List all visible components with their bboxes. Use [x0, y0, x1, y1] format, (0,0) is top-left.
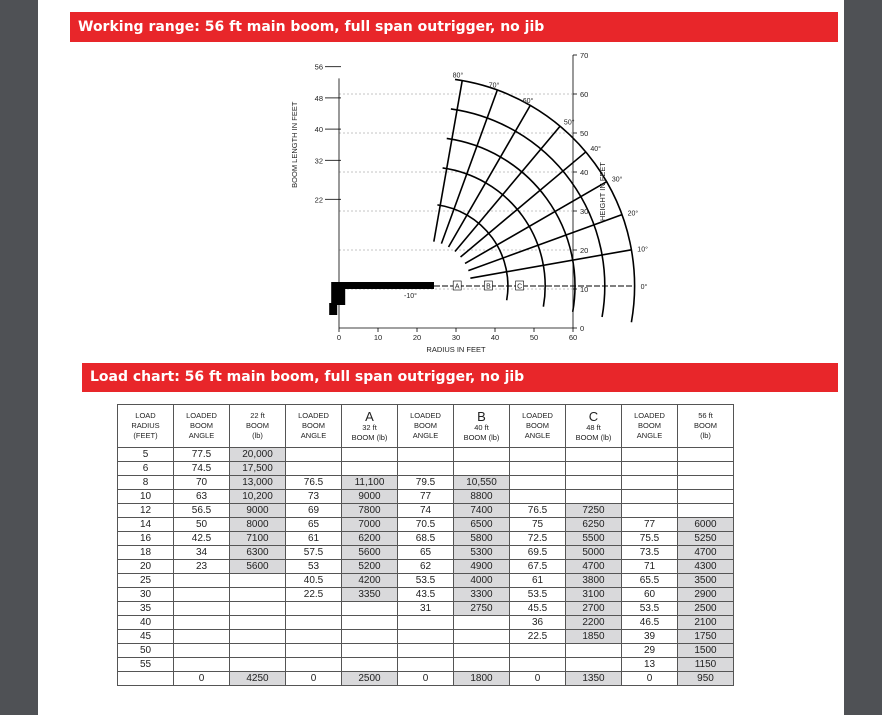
table-cell: 53 [286, 560, 342, 574]
right-axis-title: HEIGHT IN FEET [598, 161, 607, 222]
table-cell: 3800 [566, 574, 622, 588]
table-cell: 4250 [230, 672, 286, 686]
table-cell: 39 [622, 630, 678, 644]
table-cell [398, 448, 454, 462]
boom-angle-label: 20° [627, 210, 639, 218]
column-header-letter: B [477, 408, 486, 424]
table-cell: 50 [118, 644, 174, 658]
table-cell: 9000 [230, 504, 286, 518]
table-cell: 46.5 [622, 616, 678, 630]
boom-angle-ray [434, 81, 462, 242]
table-cell: 53.5 [510, 588, 566, 602]
table-cell: 45 [118, 630, 174, 644]
table-row [118, 448, 734, 462]
table-cell: 13,000 [230, 476, 286, 490]
table-cell [286, 448, 342, 462]
table-cell: 45.5 [510, 602, 566, 616]
document-page [38, 0, 844, 715]
table-cell [174, 616, 230, 630]
table-cell: 53.5 [398, 574, 454, 588]
table-row [118, 518, 734, 532]
table-cell [454, 644, 510, 658]
table-row [118, 602, 734, 616]
column-header [678, 405, 734, 448]
table-cell [622, 490, 678, 504]
table-cell: 0 [398, 672, 454, 686]
table-cell [174, 574, 230, 588]
table-cell: 73.5 [622, 546, 678, 560]
column-header-line: BOOM (lb) [351, 432, 388, 442]
load-chart-table [117, 404, 734, 686]
column-header-line: LOADED [298, 411, 329, 420]
table-cell: 12 [118, 504, 174, 518]
boom-angle-ray [470, 250, 631, 278]
column-header-line: BOOM (lb) [575, 432, 612, 442]
table-cell: 69 [286, 504, 342, 518]
column-header-line: BOOM [414, 421, 437, 430]
table-cell [510, 644, 566, 658]
column-header [174, 405, 230, 448]
table-cell: 6300 [230, 546, 286, 560]
column-header-line: ANGLE [188, 431, 215, 440]
table-cell [230, 602, 286, 616]
table-cell: 5 [118, 448, 174, 462]
table-cell [286, 616, 342, 630]
boom-angle-label: 50° [563, 119, 575, 127]
table-row [118, 490, 734, 504]
table-cell: 1750 [678, 630, 734, 644]
table-cell [286, 644, 342, 658]
table-cell: 3350 [342, 588, 398, 602]
boom-length-label: 56 [314, 62, 323, 72]
x-tick-label: 40 [490, 333, 500, 342]
table-cell: 75.5 [622, 532, 678, 546]
table-cell: 7800 [342, 504, 398, 518]
crane-boom-shape [331, 282, 434, 289]
table-cell [286, 462, 342, 476]
boom-angle-label: 60° [522, 98, 534, 106]
table-cell: 74 [398, 504, 454, 518]
table-cell [342, 448, 398, 462]
table-cell [622, 462, 678, 476]
table-cell: 57.5 [286, 546, 342, 560]
table-cell: 75 [510, 518, 566, 532]
boom-angle-label: 10° [637, 246, 648, 254]
load-marker-label: C [517, 283, 523, 291]
table-cell: 53.5 [622, 602, 678, 616]
table-cell: 6 [118, 462, 174, 476]
table-cell: 0 [510, 672, 566, 686]
table-cell: 3500 [678, 574, 734, 588]
table-cell: 61 [510, 574, 566, 588]
table-cell: 60 [622, 588, 678, 602]
load-marker-label: B [486, 283, 491, 291]
table-cell: 8000 [230, 518, 286, 532]
table-cell: 3100 [566, 588, 622, 602]
table-cell [454, 616, 510, 630]
column-header-line: BOOM [638, 421, 661, 430]
table-cell: 1350 [566, 672, 622, 686]
table-cell: 5800 [454, 532, 510, 546]
boom-angle-label: 0° [640, 284, 648, 291]
table-cell: 7000 [342, 518, 398, 532]
table-cell: 5000 [566, 546, 622, 560]
table-cell: 67.5 [510, 560, 566, 574]
table-cell [622, 476, 678, 490]
x-tick-label: 30 [451, 333, 461, 342]
column-header-line: LOADED [522, 411, 553, 420]
table-cell: 11,100 [342, 476, 398, 490]
x-tick-label: 0 [336, 333, 342, 342]
table-cell [398, 616, 454, 630]
table-cell [510, 462, 566, 476]
table-cell [566, 644, 622, 658]
column-header-line: BOOM [694, 421, 717, 430]
table-cell: 56.5 [174, 504, 230, 518]
column-header-line: BOOM [526, 421, 549, 430]
column-header-line: ANGLE [412, 431, 439, 440]
right-tick-label: 30 [580, 207, 589, 216]
table-cell [566, 658, 622, 672]
boom-angle-label: 30° [611, 176, 623, 184]
table-cell: 73 [286, 490, 342, 504]
crane-icon [329, 282, 434, 315]
table-cell [230, 658, 286, 672]
right-tick-label: 40 [580, 168, 589, 177]
table-cell: 4700 [678, 546, 734, 560]
column-header-line: 48 ft [586, 422, 601, 432]
table-row [118, 476, 734, 490]
column-header-line: ANGLE [300, 431, 327, 440]
table-cell: 6250 [566, 518, 622, 532]
table-cell: 5200 [342, 560, 398, 574]
table-cell: 70.5 [398, 518, 454, 532]
table-cell [510, 490, 566, 504]
table-cell: 6000 [678, 518, 734, 532]
column-header-line: ANGLE [524, 431, 551, 440]
table-cell: 25 [118, 574, 174, 588]
table-cell: 7250 [566, 504, 622, 518]
table-cell: 9000 [342, 490, 398, 504]
table-cell: 40 [118, 616, 174, 630]
table-cell: 4300 [678, 560, 734, 574]
table-header-row [118, 405, 734, 448]
table-cell: 8 [118, 476, 174, 490]
table-cell: 18 [118, 546, 174, 560]
table-cell [230, 574, 286, 588]
table-cell [174, 602, 230, 616]
table-cell: 5600 [230, 560, 286, 574]
load-chart-banner: Load chart: 56 ft main boom, full span outrigger, no jib [82, 363, 838, 392]
table-body [118, 448, 734, 686]
table-cell: 7100 [230, 532, 286, 546]
table-cell: 17,500 [230, 462, 286, 476]
table-cell: 22.5 [286, 588, 342, 602]
table-cell [454, 462, 510, 476]
table-cell [510, 476, 566, 490]
table-cell [342, 602, 398, 616]
x-axis-title: RADIUS IN FEET [426, 345, 486, 354]
table-cell: 2750 [454, 602, 510, 616]
table-cell [454, 630, 510, 644]
table-cell: 6200 [342, 532, 398, 546]
table-cell: 1500 [678, 644, 734, 658]
boom-length-label: 32 [314, 156, 323, 166]
table-cell [342, 630, 398, 644]
right-tick-label: 50 [580, 129, 589, 138]
table-cell: 2200 [566, 616, 622, 630]
table-cell: 2500 [678, 602, 734, 616]
boom-angle-label: -10° [404, 293, 417, 300]
table-cell: 76.5 [286, 476, 342, 490]
table-cell: 77 [398, 490, 454, 504]
x-tick-label: 10 [373, 333, 383, 342]
column-header [398, 405, 454, 448]
table-row [118, 658, 734, 672]
table-cell [230, 644, 286, 658]
table-cell: 4000 [454, 574, 510, 588]
right-tick-label: 0 [580, 324, 585, 333]
boom-angle-label: 80° [452, 72, 464, 80]
table-cell: 22.5 [510, 630, 566, 644]
table-cell [566, 448, 622, 462]
column-header [454, 405, 510, 448]
column-header [118, 405, 174, 448]
table-row [118, 672, 734, 686]
boom-length-label: 22 [314, 195, 323, 205]
table-cell [622, 448, 678, 462]
table-cell: 5600 [342, 546, 398, 560]
table-cell [454, 448, 510, 462]
table-cell: 79.5 [398, 476, 454, 490]
table-cell: 5250 [678, 532, 734, 546]
column-header-line: RADIUS [131, 421, 160, 430]
table-cell: 4700 [566, 560, 622, 574]
column-header-line: (lb) [700, 431, 711, 440]
table-cell: 950 [678, 672, 734, 686]
table-cell: 5500 [566, 532, 622, 546]
table-cell [230, 616, 286, 630]
right-tick-label: 60 [580, 90, 589, 99]
column-header-line: 56 ft [698, 411, 713, 420]
table-cell: 65.5 [622, 574, 678, 588]
diagram-labels [290, 51, 648, 354]
column-header-line: BOOM (lb) [463, 432, 500, 442]
table-cell: 23 [174, 560, 230, 574]
table-cell: 50 [174, 518, 230, 532]
boom-angle-label: 70° [488, 82, 500, 90]
table-cell: 72.5 [510, 532, 566, 546]
table-cell: 20 [118, 560, 174, 574]
table-cell: 4900 [454, 560, 510, 574]
table-cell: 31 [398, 602, 454, 616]
table-cell [398, 658, 454, 672]
table-cell: 34 [174, 546, 230, 560]
table-cell: 2700 [566, 602, 622, 616]
table-cell: 0 [174, 672, 230, 686]
table-cell: 42.5 [174, 532, 230, 546]
table-cell [398, 644, 454, 658]
right-tick-label: 20 [580, 246, 589, 255]
table-row [118, 588, 734, 602]
table-row [118, 630, 734, 644]
column-header-line: BOOM [190, 421, 213, 430]
table-cell [118, 672, 174, 686]
column-header-line: LOADED [410, 411, 441, 420]
table-cell: 1850 [566, 630, 622, 644]
column-header [286, 405, 342, 448]
crane-mast-shape [331, 289, 345, 305]
table-cell [510, 448, 566, 462]
column-header-line: ANGLE [636, 431, 663, 440]
table-cell [286, 658, 342, 672]
table-cell: 14 [118, 518, 174, 532]
table-cell: 2100 [678, 616, 734, 630]
column-header-line: (FEET) [133, 431, 158, 440]
table-cell [174, 588, 230, 602]
table-cell: 6500 [454, 518, 510, 532]
table-cell: 10,200 [230, 490, 286, 504]
column-header-line: (lb) [252, 431, 263, 440]
table-cell: 30 [118, 588, 174, 602]
table-cell: 3300 [454, 588, 510, 602]
table-cell: 74.5 [174, 462, 230, 476]
x-tick-label: 50 [529, 333, 539, 342]
table-cell: 36 [510, 616, 566, 630]
table-cell [174, 644, 230, 658]
table-row [118, 560, 734, 574]
table-cell: 5300 [454, 546, 510, 560]
x-tick-label: 60 [568, 333, 578, 342]
table-row [118, 546, 734, 560]
table-cell [678, 462, 734, 476]
table-cell: 1800 [454, 672, 510, 686]
table-cell: 62 [398, 560, 454, 574]
table-cell: 63 [174, 490, 230, 504]
table-cell [622, 504, 678, 518]
table-cell [230, 630, 286, 644]
table-cell [174, 658, 230, 672]
table-cell: 20,000 [230, 448, 286, 462]
table-cell: 76.5 [510, 504, 566, 518]
table-cell [342, 644, 398, 658]
column-header-line: LOAD [135, 411, 156, 420]
table-cell [566, 476, 622, 490]
table-cell: 4200 [342, 574, 398, 588]
table-cell: 2500 [342, 672, 398, 686]
column-header [230, 405, 286, 448]
table-cell: 71 [622, 560, 678, 574]
table-cell [398, 630, 454, 644]
table-cell: 55 [118, 658, 174, 672]
column-header-line: 40 ft [474, 422, 489, 432]
table-cell [566, 462, 622, 476]
column-header-line: 22 ft [250, 411, 265, 420]
table-cell: 61 [286, 532, 342, 546]
table-cell: 0 [286, 672, 342, 686]
table-cell [566, 490, 622, 504]
column-header [510, 405, 566, 448]
table-cell: 65 [398, 546, 454, 560]
table-cell [342, 658, 398, 672]
table-cell: 7400 [454, 504, 510, 518]
column-header [622, 405, 678, 448]
working-range-diagram [246, 48, 646, 360]
table-cell [678, 448, 734, 462]
table-cell: 10 [118, 490, 174, 504]
table-cell: 10,550 [454, 476, 510, 490]
table-row [118, 644, 734, 658]
load-marker-label: A [454, 283, 460, 291]
table-cell: 2900 [678, 588, 734, 602]
table-cell: 35 [118, 602, 174, 616]
table-cell [342, 462, 398, 476]
table-cell: 0 [622, 672, 678, 686]
column-header [566, 405, 622, 448]
table-cell: 65 [286, 518, 342, 532]
table-row [118, 504, 734, 518]
table-cell [678, 504, 734, 518]
table-row [118, 532, 734, 546]
column-header-letter: C [588, 408, 599, 424]
boom-angle-label: 40° [590, 146, 601, 154]
table-cell: 1150 [678, 658, 734, 672]
table-cell [454, 658, 510, 672]
x-tick-label: 20 [412, 333, 422, 342]
column-header-letter: A [365, 408, 374, 424]
table-cell: 43.5 [398, 588, 454, 602]
table-cell: 68.5 [398, 532, 454, 546]
column-header-line: LOADED [186, 411, 217, 420]
table-cell [230, 588, 286, 602]
diagram-grid [325, 55, 577, 332]
table-cell: 77 [622, 518, 678, 532]
left-axis-title: BOOM LENGTH IN FEET [290, 101, 299, 188]
working-range-banner: Working range: 56 ft main boom, full span outrigger, no jib [70, 12, 838, 42]
column-header-line: BOOM [246, 421, 269, 430]
table-cell [286, 630, 342, 644]
table-cell: 77.5 [174, 448, 230, 462]
table-cell [398, 462, 454, 476]
table-cell: 29 [622, 644, 678, 658]
table-row [118, 574, 734, 588]
column-header-line: 32 ft [362, 422, 377, 432]
boom-length-label: 40 [314, 125, 323, 135]
right-tick-label: 10 [580, 285, 589, 294]
table-cell [174, 630, 230, 644]
table-cell: 8800 [454, 490, 510, 504]
table-cell: 13 [622, 658, 678, 672]
table-cell: 16 [118, 532, 174, 546]
right-tick-label: 70 [580, 51, 589, 60]
table-cell: 69.5 [510, 546, 566, 560]
table-cell: 40.5 [286, 574, 342, 588]
column-header [342, 405, 398, 448]
table-cell [510, 658, 566, 672]
table-cell [678, 490, 734, 504]
crane-base-shape [329, 303, 337, 315]
column-header-line: BOOM [302, 421, 325, 430]
table-row [118, 616, 734, 630]
boom-length-label: 48 [314, 93, 323, 103]
table-cell [286, 602, 342, 616]
table-cell [342, 616, 398, 630]
column-header-line: LOADED [634, 411, 665, 420]
table-row [118, 462, 734, 476]
table-cell [678, 476, 734, 490]
table-cell: 70 [174, 476, 230, 490]
